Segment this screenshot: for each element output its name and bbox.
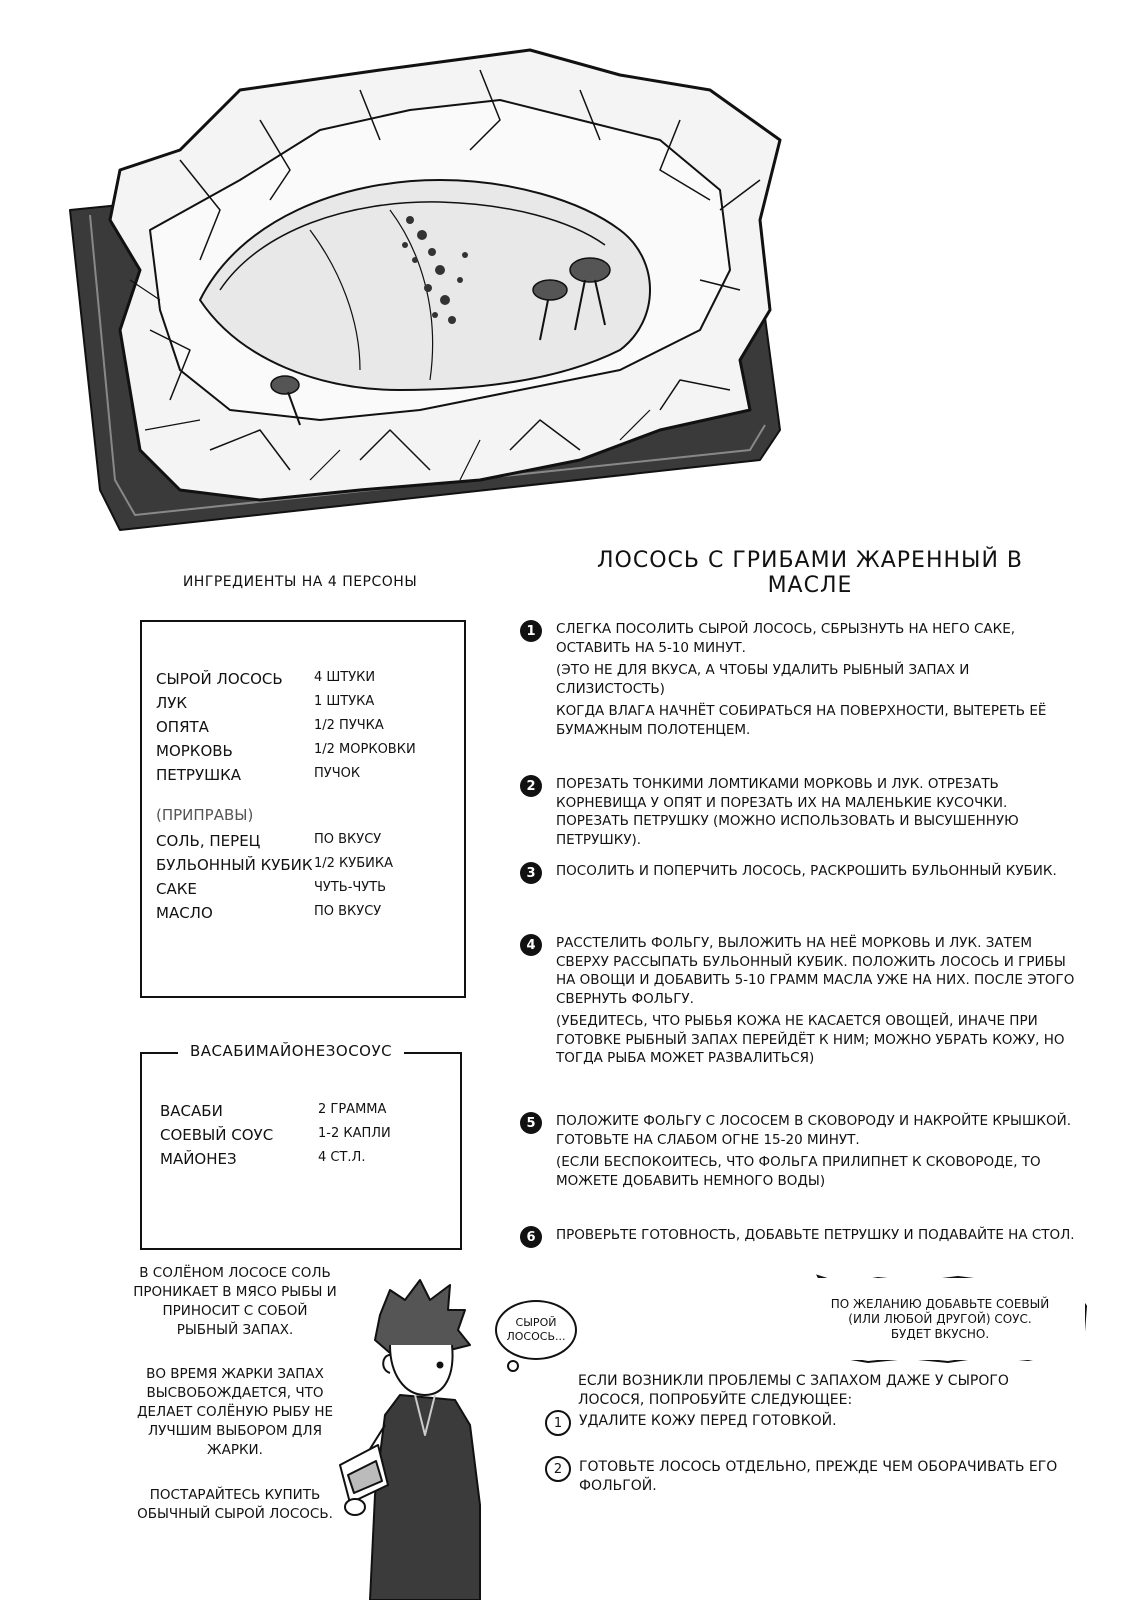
ingredient-qty: 1/2 МОРКОВКИ: [314, 742, 416, 757]
sauce-item-qty: 4 СТ.Л.: [318, 1150, 366, 1165]
ingredient-name: МОРКОВЬ: [156, 742, 233, 760]
chef-character-illustration: [330, 1275, 500, 1600]
sauce-item-name: МАЙОНЕЗ: [160, 1150, 237, 1168]
side-note: ПОСТАРАЙТЕСЬ КУПИТЬ ОБЫЧНЫЙ СЫРОЙ ЛОСОСЬ.: [137, 1487, 333, 1522]
step-number: 3: [520, 862, 542, 884]
step-paragraph: СЛЕГКА ПОСОЛИТЬ СЫРОЙ ЛОСОСЬ, СБРЫЗНУТЬ НА НЕГО САКЕ, ОСТАВИТЬ НА 5-10 МИНУТ.: [556, 621, 1016, 656]
step-text: [556, 934, 1076, 1072]
thought-dot: [503, 1356, 523, 1376]
speech-bubble-small: СЫРОЙ ЛОСОСЬ...: [495, 1300, 577, 1360]
step-paragraph: ПРОВЕРЬТЕ ГОТОВНОСТЬ, ДОБАВЬТЕ ПЕТРУШКУ И ПОДАВАЙТЕ НА СТОЛ.: [556, 1227, 1075, 1243]
seasoning-name: СОЛЬ, ПЕРЕЦ: [156, 832, 261, 850]
step-text: [556, 775, 1076, 853]
seasoning-qty: 1/2 КУБИКА: [314, 856, 393, 871]
seasonings-heading: (ПРИПРАВЫ): [156, 806, 254, 824]
step-number: 2: [520, 775, 542, 797]
seasoning-qty: ЧУТЬ-ЧУТЬ: [314, 880, 387, 895]
ingredient-qty: 1/2 ПУЧКА: [314, 718, 384, 733]
sauce-item-name: ВАСАБИ: [160, 1102, 223, 1120]
side-note: В СОЛЁНОМ ЛОСОСЕ СОЛЬ ПРОНИКАЕТ В МЯСО РЫБЫ И ПРИНОСИТ С СОБОЙ РЫБНЫЙ ЗАПАХ.: [133, 1265, 337, 1338]
seasoning-qty: ПО ВКУСУ: [314, 904, 382, 919]
step-text: [556, 862, 1076, 885]
ingredient-name: ЛУК: [156, 694, 188, 712]
tip-number: 1: [545, 1410, 571, 1436]
ingredient-name: СЫРОЙ ЛОСОСЬ: [156, 670, 283, 688]
seasoning-name: БУЛЬОННЫЙ КУБИК: [156, 856, 313, 874]
step-paragraph: (ЕСЛИ БЕСПОКОИТЕСЬ, ЧТО ФОЛЬГА ПРИЛИПНЕТ К СКОВОРОДЕ, ТО МОЖЕТЕ ДОБАВИТЬ НЕМНОГО ВОДЫ): [556, 1154, 1041, 1189]
step-number: 4: [520, 934, 542, 956]
tip-number: 2: [545, 1456, 571, 1482]
step-paragraph: КОГДА ВЛАГА НАЧНЁТ СОБИРАТЬСЯ НА ПОВЕРХНОСТИ, ВЫТЕРЕТЬ ЕЁ БУМАЖНЫМ ПОЛОТЕНЦЕМ.: [556, 703, 1047, 738]
seasoning-qty: ПО ВКУСУ: [314, 832, 382, 847]
tip-text: УДАЛИТЕ КОЖУ ПЕРЕД ГОТОВКОЙ.: [579, 1413, 837, 1429]
step-number: 5: [520, 1112, 542, 1134]
tips-heading: ЕСЛИ ВОЗНИКЛИ ПРОБЛЕМЫ С ЗАПАХОМ ДАЖЕ У СЫРОГО ЛОСОСЯ, ПОПРОБУЙТЕ СЛЕДУЮЩЕЕ:: [578, 1373, 1009, 1408]
step-number: 6: [520, 1226, 542, 1248]
sauce-title: ВАСАБИМАЙОНЕЗОСОУС: [178, 1042, 404, 1060]
ingredient-qty: 1 ШТУКА: [314, 694, 375, 709]
step-paragraph: (УБЕДИТЕСЬ, ЧТО РЫБЬЯ КОЖА НЕ КАСАЕТСЯ ОВОЩЕЙ, ИНАЧЕ ПРИ ГОТОВКЕ РЫБНЫЙ ЗАПАХ ПЕРЕЙДЁТ К НИМ; МОЖНО УБРАТЬ КОЖУ, НО ТОГДА РЫБА МОЖЕТ РАЗВАЛИТЬСЯ): [556, 1013, 1065, 1066]
side-note: ВО ВРЕМЯ ЖАРКИ ЗАПАХ ВЫСВОБОЖДАЕТСЯ, ЧТО ДЕЛАЕТ СОЛЁНУЮ РЫБУ НЕ ЛУЧШИМ ВЫБОРОМ ДЛЯ ЖАРКИ.: [136, 1366, 334, 1458]
step-number: 1: [520, 620, 542, 642]
sauce-item-qty: 2 ГРАММА: [318, 1102, 387, 1117]
seasoning-name: МАСЛО: [156, 904, 213, 922]
sauce-item-name: СОЕВЫЙ СОУС: [160, 1126, 274, 1144]
ingredients-box: [140, 620, 466, 998]
ingredient-qty: ПУЧОК: [314, 766, 361, 781]
tip-text: ГОТОВЬТЕ ЛОСОСЬ ОТДЕЛЬНО, ПРЕЖДЕ ЧЕМ ОБОРАЧИВАТЬ ЕГО ФОЛЬГОЙ.: [579, 1459, 1058, 1494]
step-paragraph: РАССТЕЛИТЬ ФОЛЬГУ, ВЫЛОЖИТЬ НА НЕЁ МОРКОВЬ И ЛУК. ЗАТЕМ СВЕРХУ РАССЫПАТЬ БУЛЬОННЫЙ КУБИК. ПОЛОЖИТЬ ЛОСОСЬ И ГРИБЫ НА ОВОЩИ И ДОБАВИТЬ 5-10 ГРАММ МАСЛА УЖЕ НА НИХ. ПОСЛЕ ЭТОГО СВЕРНУТЬ ФОЛЬГУ.: [556, 935, 1075, 1007]
ingredient-name: ПЕТРУШКА: [156, 766, 242, 784]
step-paragraph: ПОРЕЗАТЬ ТОНКИМИ ЛОМТИКАМИ МОРКОВЬ И ЛУК. ОТРЕЗАТЬ КОРНЕВИЩА У ОПЯТ И ПОРЕЗАТЬ ИХ НА МАЛЕНЬКИЕ КУСОЧКИ. ПОРЕЗАТЬ ПЕТРУШКУ (МОЖНО ИСПОЛЬЗОВАТЬ И ВЫСУШЕННУЮ ПЕТРУШКУ).: [556, 776, 1019, 848]
step-text: [556, 620, 1076, 743]
step-text: [556, 1226, 1076, 1249]
ingredient-qty: 4 ШТУКИ: [314, 670, 376, 685]
seasoning-name: САКЕ: [156, 880, 197, 898]
salmon-foil-illustration: [60, 30, 820, 550]
ingredients-heading: ИНГРЕДИЕНТЫ НА 4 ПЕРСОНЫ: [182, 574, 418, 590]
sauce-box: [140, 1042, 462, 1250]
step-text: [556, 1112, 1076, 1194]
step-paragraph: (ЭТО НЕ ДЛЯ ВКУСА, А ЧТОБЫ УДАЛИТЬ РЫБНЫЙ ЗАПАХ И СЛИЗИСТОСТЬ): [556, 662, 970, 697]
step-paragraph: ПОСОЛИТЬ И ПОПЕРЧИТЬ ЛОСОСЬ, РАСКРОШИТЬ БУЛЬОННЫЙ КУБИК.: [556, 863, 1057, 879]
sauce-item-qty: 1-2 КАПЛИ: [318, 1126, 391, 1141]
recipe-title: ЛОСОСЬ С ГРИБАМИ ЖАРЕННЫЙ В МАСЛЕ: [596, 548, 1023, 598]
step-paragraph: ПОЛОЖИТЕ ФОЛЬГУ С ЛОСОСЕМ В СКОВОРОДУ И НАКРОЙТЕ КРЫШКОЙ. ГОТОВЬТЕ НА СЛАБОМ ОГНЕ 15-20 МИНУТ.: [556, 1113, 1071, 1148]
ingredient-name: ОПЯТА: [156, 718, 209, 736]
speech-bubble-large: ПО ЖЕЛАНИЮ ДОБАВЬТЕ СОЕВЫЙ (ИЛИ ЛЮБОЙ ДРУГОЙ) СОУС. БУДЕТ ВКУСНО.: [795, 1278, 1085, 1360]
